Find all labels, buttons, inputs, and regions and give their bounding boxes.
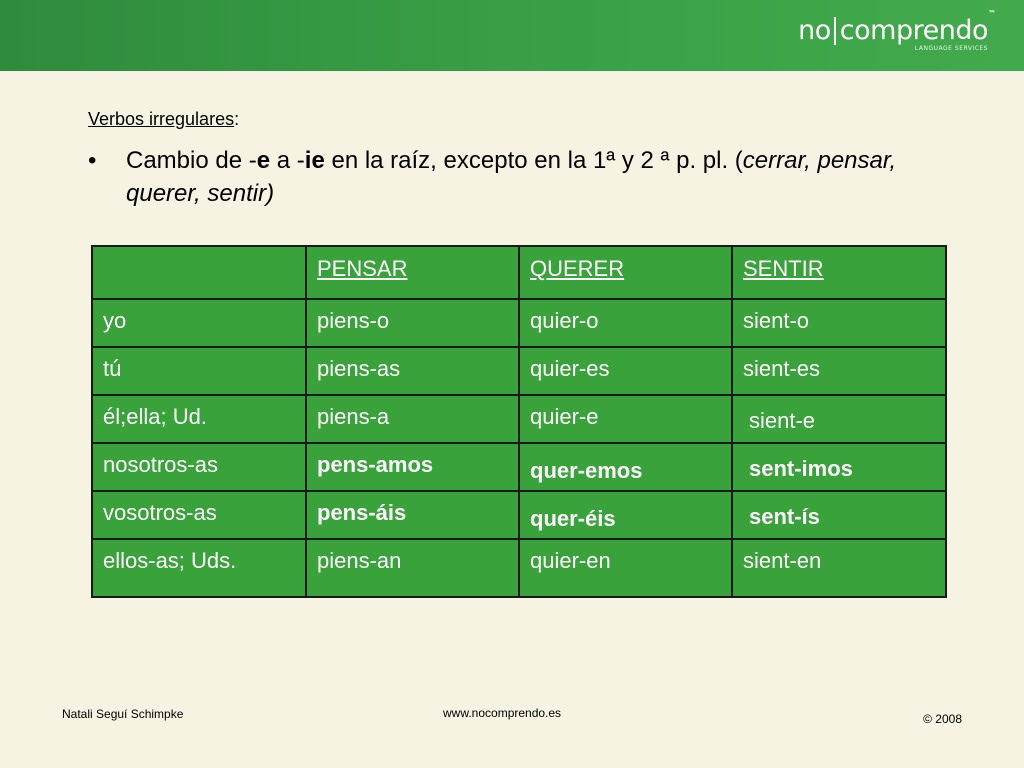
logo-tagline: LANGUAGE SERVICES: [914, 45, 988, 52]
sentir-cell-text: sient-e: [749, 408, 816, 433]
pensar-cell: pens-áis: [306, 491, 519, 539]
header-cell-sentir: [732, 246, 946, 299]
table-row: [92, 395, 946, 443]
querer-cell: quier-e: [519, 395, 732, 443]
subtitle-label: Verbos irregulares: [88, 109, 235, 129]
pronoun-cell: yo: [92, 299, 306, 347]
header-cell-querer: [519, 246, 732, 299]
table-row: [92, 443, 946, 491]
table-header-row: [92, 246, 946, 299]
sentir-cell: sient-o: [732, 299, 946, 347]
header-cell-empty: [92, 246, 306, 299]
sentir-cell: [732, 443, 946, 491]
table-row: [92, 347, 946, 395]
logo-comprendo-text: comprendo: [839, 15, 988, 46]
header-cell-pensar: [306, 246, 519, 299]
footer-author: Natali Seguí Schimpke: [62, 707, 184, 721]
pronoun-cell: él;ella; Ud.: [92, 395, 306, 443]
sentir-cell: [732, 395, 946, 443]
rule-example-verbs: cerrar, pensar, querer, sentir): [126, 147, 897, 207]
pensar-cell: pens-amos: [306, 443, 519, 491]
header-querer-label: QUERER: [530, 256, 625, 281]
sentir-cell: sient-en: [732, 539, 946, 597]
table-row: [92, 491, 946, 539]
rule-text: [126, 144, 966, 210]
header-banner: [0, 0, 1024, 71]
pensar-cell: piens-a: [306, 395, 519, 443]
querer-cell-text: quer-éis: [530, 506, 616, 531]
pronoun-cell: vosotros-as: [92, 491, 306, 539]
sentir-cell: sient-es: [732, 347, 946, 395]
sentir-cell: [732, 491, 946, 539]
querer-cell: [519, 443, 732, 491]
querer-cell: [519, 491, 732, 539]
pronoun-cell: tú: [92, 347, 306, 395]
pensar-cell: piens-an: [306, 539, 519, 597]
sentir-cell-text: sent-ís: [749, 504, 820, 529]
table-row: [92, 539, 946, 597]
subtitle-colon: :: [234, 109, 240, 129]
pensar-cell: piens-as: [306, 347, 519, 395]
pronoun-cell: ellos-as; Uds.: [92, 539, 306, 597]
sentir-cell-text: sent-imos: [749, 456, 853, 481]
footer-website: www.nocomprendo.es: [443, 706, 562, 720]
rule-diphthong-ie: ie: [304, 147, 325, 174]
querer-cell-text: quer-emos: [530, 458, 643, 483]
rule-text-part2: a -: [270, 147, 305, 174]
pronoun-cell: nosotros-as: [92, 443, 306, 491]
logo-no-text: no: [798, 15, 831, 46]
table-row: [92, 299, 946, 347]
rule-text-part1: Cambio de -: [126, 147, 257, 174]
footer-copyright: © 2008: [923, 712, 962, 726]
slide-subtitle: [88, 109, 239, 130]
header-sentir-label: SENTIR: [743, 256, 824, 281]
querer-cell: quier-es: [519, 347, 732, 395]
conjugation-table: [91, 245, 947, 598]
header-pensar-label: PENSAR: [317, 256, 408, 281]
trademark-symbol: ™: [988, 9, 996, 18]
bullet-marker: •: [88, 147, 97, 174]
querer-cell: quier-en: [519, 539, 732, 597]
rule-vowel-e: e: [256, 147, 271, 174]
logo-divider: [834, 17, 836, 45]
querer-cell: quier-o: [519, 299, 732, 347]
rule-text-part3: en la raíz, excepto en la 1ª y 2 ª p. pl. (: [324, 147, 743, 174]
nocomprendo-logo: [798, 9, 996, 52]
pensar-cell: piens-o: [306, 299, 519, 347]
